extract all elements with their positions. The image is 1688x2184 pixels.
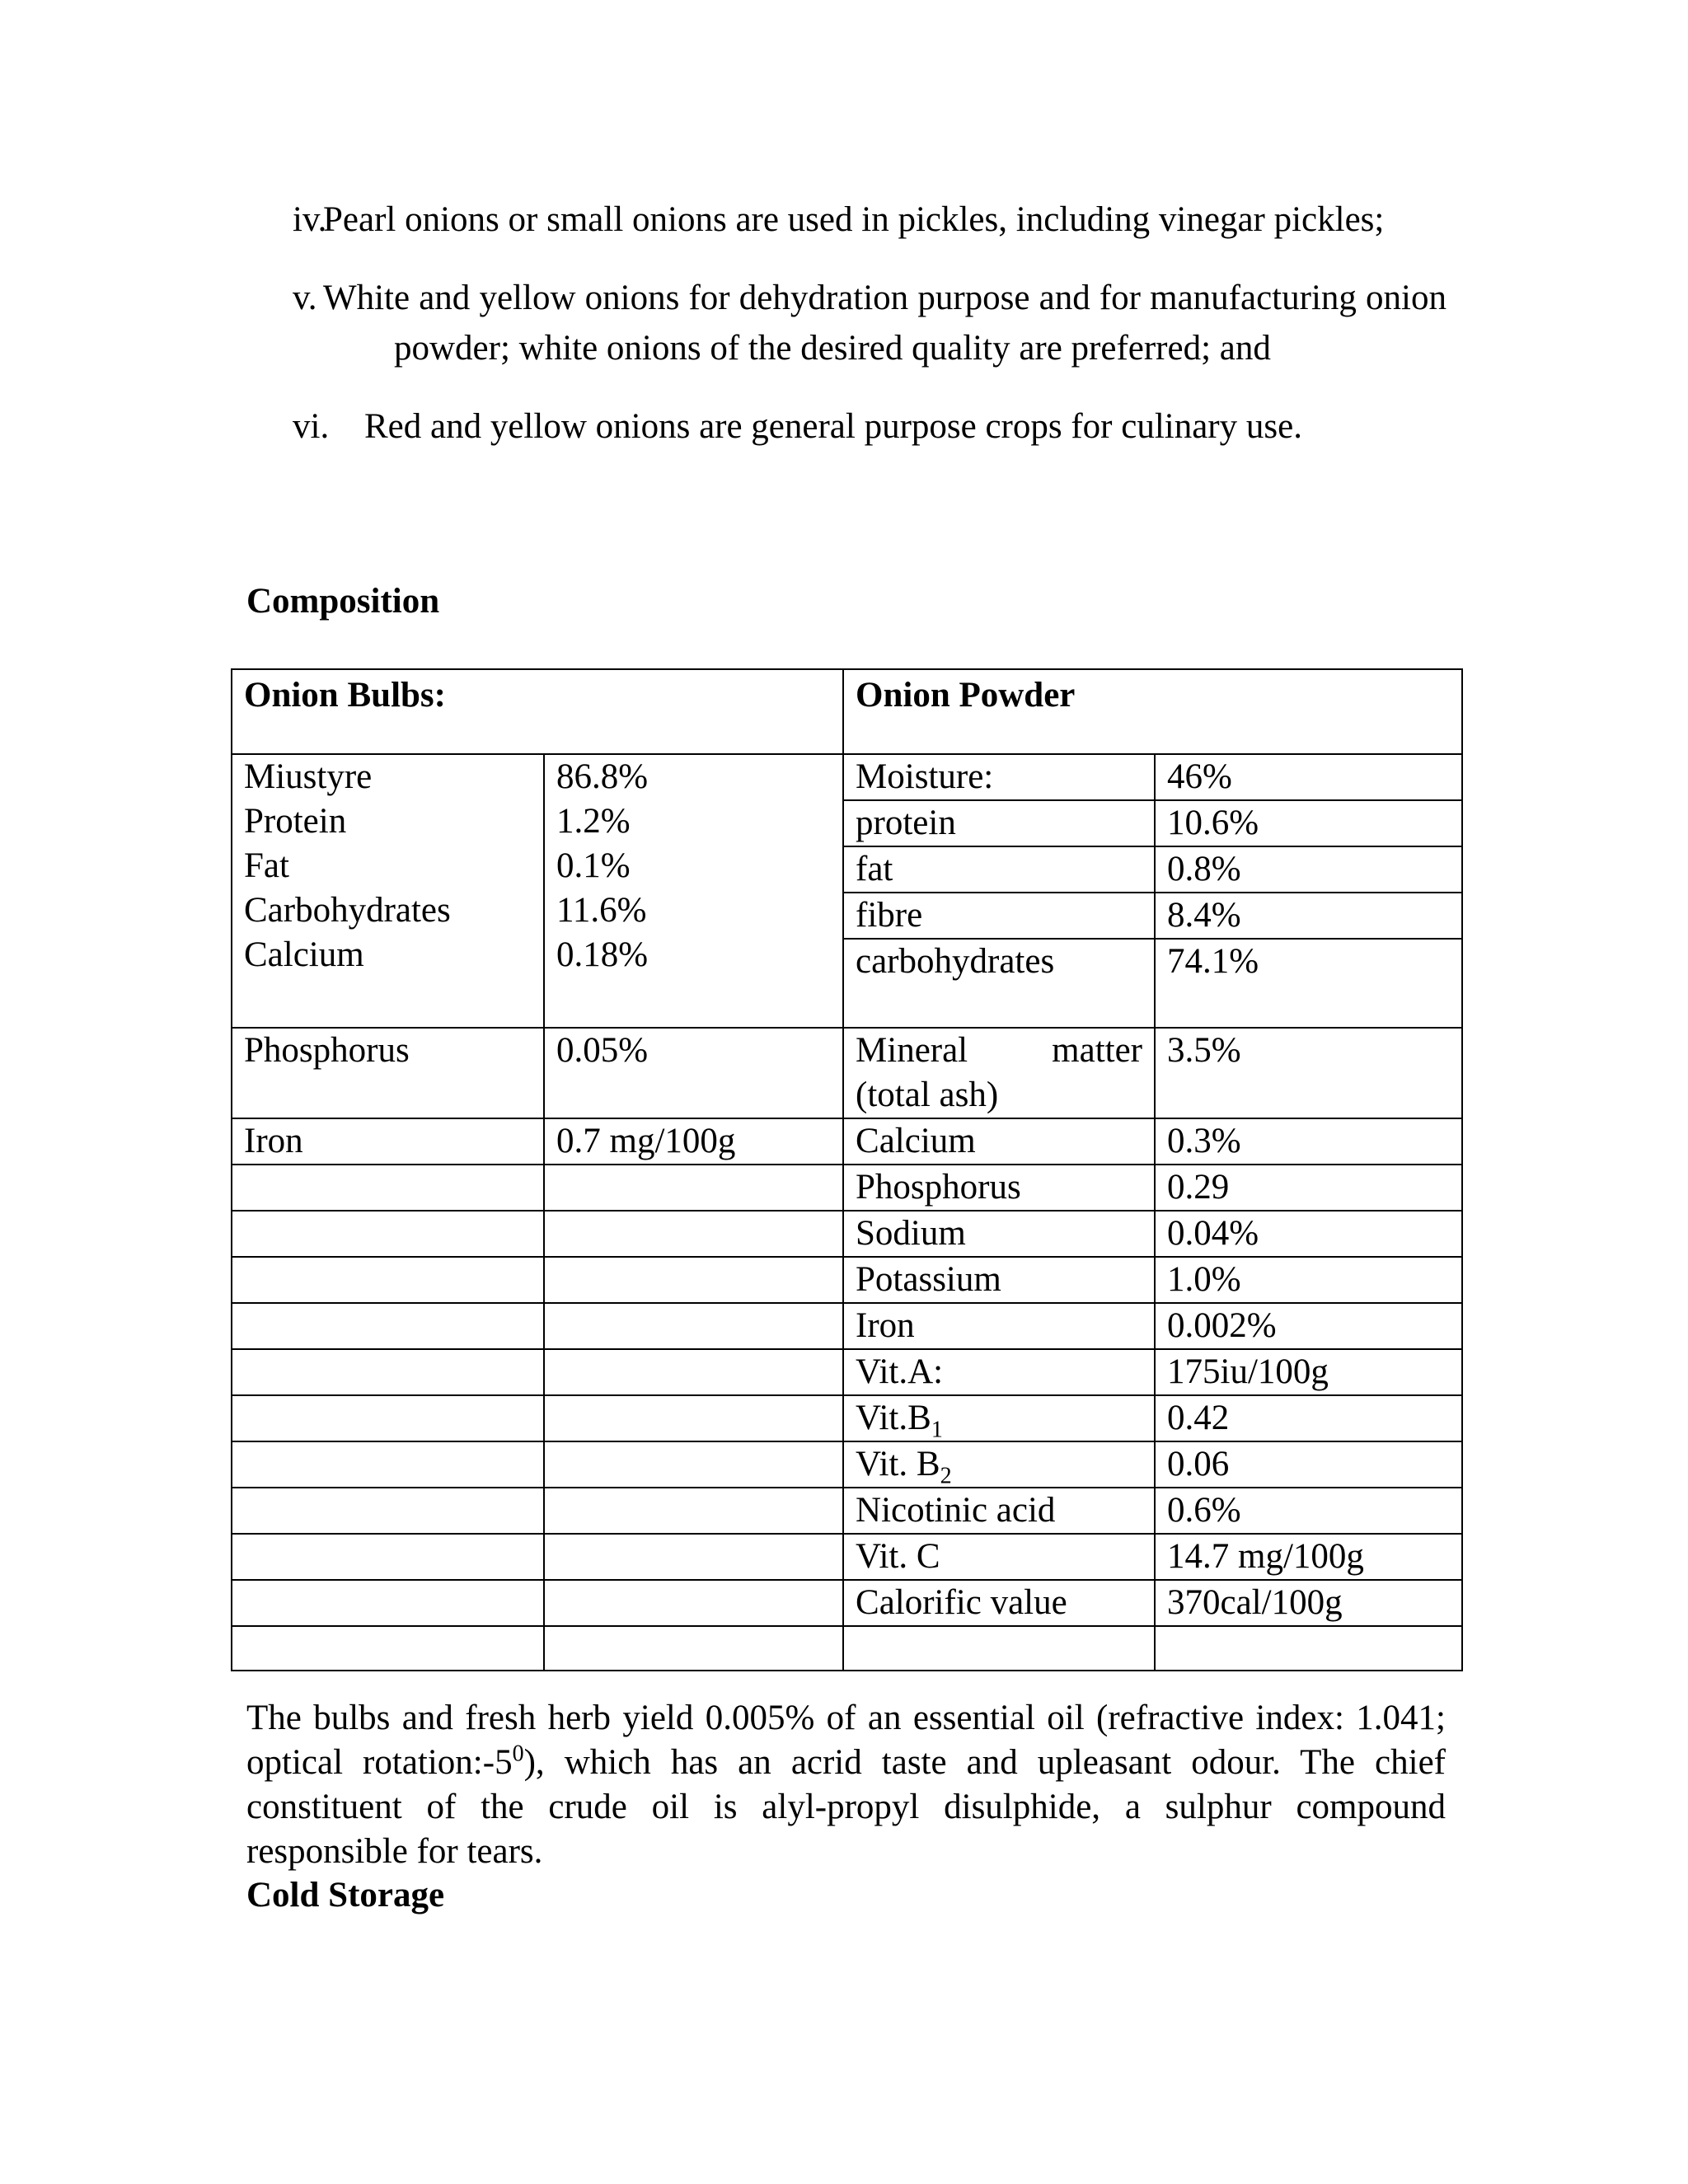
- bulb-values-cell: 86.8% 1.2% 0.1% 11.6% 0.18%: [544, 754, 843, 1028]
- powder-name-cell: Phosphorus: [843, 1165, 1155, 1211]
- bulb-names-cell: Miustyre Protein Fat Carbohydrates Calcium: [232, 754, 544, 1028]
- table-row: [232, 1257, 1462, 1303]
- powder-value-cell: 46%: [1155, 754, 1462, 800]
- usage-list: [293, 194, 1447, 452]
- powder-name-cell: Calcium: [843, 1118, 1155, 1165]
- table-row: [232, 1580, 1462, 1626]
- table-row: [232, 1349, 1462, 1395]
- essential-oil-paragraph: The bulbs and fresh herb yield 0.005% of an essential oil (refractive index: 1.041; optical $rotation:-5^0$), which has an acrid taste and upleasant odour. The chief constituent of the crude oil is alyl-propyl disulphide, a sulphur compound responsible for tears.: [246, 1699, 1446, 1871]
- powder-value-cell: 10.6%: [1155, 800, 1462, 846]
- list-number: iv.: [293, 200, 327, 239]
- powder-value-cell: 0.002%: [1155, 1303, 1462, 1349]
- powder-value-cell: 3.5%: [1155, 1028, 1462, 1118]
- onion-powder-header: Onion Powder: [843, 669, 1462, 754]
- powder-name-cell: $Vit.B_1$: [843, 1395, 1155, 1441]
- mineral-matter-line: Mineral matter: [856, 1031, 1143, 1070]
- table-row: [232, 1303, 1462, 1349]
- table-row: [232, 1441, 1462, 1488]
- powder-value-cell: 0.3%: [1155, 1118, 1462, 1165]
- powder-value-cell: 1.0%: [1155, 1257, 1462, 1303]
- powder-value-cell: 175iu/100g: [1155, 1349, 1462, 1395]
- powder-name-cell: Vit. $B_2$: [843, 1441, 1155, 1488]
- table-row: [232, 1165, 1462, 1211]
- powder-name-cell: Moisture:: [843, 754, 1155, 800]
- powder-name-cell: Vit.A:: [843, 1349, 1155, 1395]
- list-number: v.: [293, 279, 317, 317]
- powder-name-cell: Iron: [843, 1303, 1155, 1349]
- powder-value-cell: 0.29: [1155, 1165, 1462, 1211]
- powder-value-cell: 14.7 mg/100g: [1155, 1534, 1462, 1580]
- powder-name-cell: fibre: [843, 893, 1155, 939]
- list-text: Red and yellow onions are general purpose crops for culinary use.: [364, 407, 1302, 446]
- powder-name-cell: Sodium: [843, 1211, 1155, 1257]
- powder-name-cell: carbohydrates: [843, 939, 1155, 1028]
- powder-name-cell: protein: [843, 800, 1155, 846]
- powder-value-cell: 0.06: [1155, 1441, 1462, 1488]
- powder-value-cell: 370cal/100g: [1155, 1580, 1462, 1626]
- table-row: [232, 1488, 1462, 1534]
- powder-value-cell: 0.8%: [1155, 846, 1462, 893]
- powder-name-cell: Nicotinic acid: [843, 1488, 1155, 1534]
- bulb-value-cell: 0.7 mg/100g: [544, 1118, 843, 1165]
- powder-name-cell: Mineral matter (total ash): [843, 1028, 1155, 1118]
- composition-heading: Composition: [246, 582, 440, 621]
- powder-name-cell: Calorific value: [843, 1580, 1155, 1626]
- cold-storage-heading: Cold Storage: [246, 1876, 445, 1915]
- list-text: Pearl onions or small onions are used in pickles, including vinegar pickles;: [323, 200, 1385, 239]
- list-item: [293, 194, 1447, 245]
- list-text: White and yellow onions for dehydration purpose and for manufacturing onion powder; white onions of the desired quality are preferred; and: [323, 279, 1447, 368]
- list-item: [293, 401, 1447, 452]
- composition-table: [231, 668, 1463, 1671]
- powder-value-cell: 8.4%: [1155, 893, 1462, 939]
- bulb-name-cell: Iron: [232, 1118, 544, 1165]
- list-number: vi.: [293, 407, 330, 446]
- powder-value-cell: 0.6%: [1155, 1488, 1462, 1534]
- onion-bulbs-header: Onion Bulbs:: [232, 669, 843, 754]
- powder-name-cell: fat: [843, 846, 1155, 893]
- powder-value-cell: 0.42: [1155, 1395, 1462, 1441]
- table-row: [232, 1534, 1462, 1580]
- list-item: [293, 273, 1447, 373]
- table-row: [232, 1626, 1462, 1671]
- bulb-name-cell: Phosphorus: [232, 1028, 544, 1118]
- powder-value-cell: 74.1%: [1155, 939, 1462, 1028]
- powder-name-cell: Vit. C: [843, 1534, 1155, 1580]
- bulb-value-cell: 0.05%: [544, 1028, 843, 1118]
- table-row: [232, 1211, 1462, 1257]
- table-row: [232, 1395, 1462, 1441]
- powder-name-cell: Potassium: [843, 1257, 1155, 1303]
- powder-value-cell: 0.04%: [1155, 1211, 1462, 1257]
